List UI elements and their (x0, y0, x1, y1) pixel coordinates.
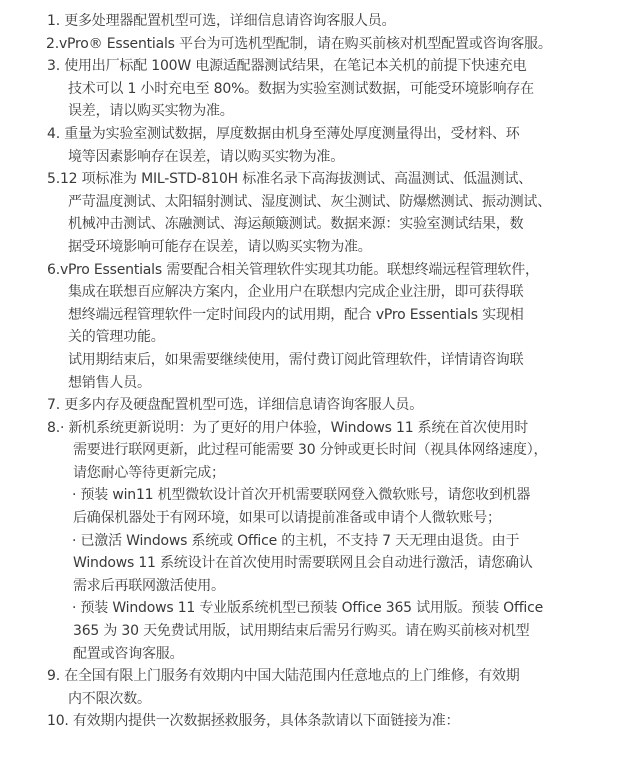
note-8-bullet-line: · 预装 Windows 11 专业版系统机型已预装 Office 365 试用版。预装 Office (72, 600, 544, 617)
note-9-line: 9. 在全国有限上门服务有效期内中国大陆范围内任意地点的上门维修，有效期 (47, 668, 520, 685)
note-8-bullet-continuation: 后确保机器处于有网环境，如果可以请提前准备或申请个人微软账号； (73, 510, 501, 527)
note-6-line: 6.vPro Essentials 需要配合相关管理软件实现其功能。联想终端远程管理软件， (47, 261, 539, 278)
note-8-bullet-line: · 预装 win11 机型微软设计首次开机需要联网登入微软账号，请您收到机器 (72, 487, 531, 504)
note-8-bullet-continuation: 需求后再联网激活使用。 (73, 577, 225, 594)
note-6-trial-line: 试用期结束后，如果需要继续使用，需付费订阅此管理软件，详情请咨询联 (68, 351, 524, 368)
note-6-continuation: 想终端远程管理软件一定时间段内的试用期，配合 vPro Essentials 实现相 (68, 306, 524, 323)
note-6-continuation: 关的管理功能。 (68, 329, 165, 346)
note-5-continuation: 机械冲击测试、冻融测试、海运颠簸测试。数据来源：实验室测试结果，数 (68, 216, 524, 233)
note-10-line: 10. 有效期内提供一次数据拯救服务，具体条款请以下面链接为准： (47, 713, 460, 730)
note-1-line: 1. 更多处理器配置机型可选，详细信息请咨询客服人员。 (47, 13, 396, 29)
note-8-continuation: 需要进行联网更新，此过程可能需要 30 分钟或更长时间（视具体网络速度）， (73, 442, 548, 459)
note-7-line: 7. 更多内存及硬盘配置机型可选，详细信息请咨询客服人员。 (47, 397, 424, 414)
note-5-continuation: 据受环境影响可能存在误差，请以购买实物为准。 (68, 238, 372, 255)
note-8-line: 8.· 新机系统更新说明：为了更好的用户体验，Windows 11 系统在首次使用时 (47, 419, 529, 436)
note-3-continuation: 技术可以 1 小时充电至 80%。数据为实验室测试数据，可能受环境影响存在 (68, 80, 534, 97)
note-2-line: 2.vPro® Essentials 平台为可选机型配制，请在购买前核对机型配置或咨询客服。 (46, 35, 552, 52)
note-9-continuation: 内不限次数。 (68, 690, 151, 707)
note-8-continuation: 请您耐心等待更新完成； (73, 464, 225, 481)
note-5-continuation: 严苛温度测试、太阳辐射测试、湿度测试、灰尘测试、防爆燃测试、振动测试、 (68, 193, 551, 210)
note-8-bullet-continuation: 365 为 30 天免费试用版，试用期结束后需另行购买。请在购买前核对机型 (73, 623, 530, 640)
note-5-line: 5.12 项标准为 MIL-STD-810H 标准名录下高海拔测试、高温测试、低温测试、 (47, 171, 533, 188)
note-6-continuation: 集成在联想百应解决方案内，企业用户在联想内完成企业注册，即可获得联 (68, 284, 524, 301)
note-8-bullet-line: · 已激活 Windows 系统或 Office 的主机，不支持 7 天无理由退货。由于 (72, 532, 520, 549)
note-3-line: 3. 使用出厂标配 100W 电源适配器测试结果，在笔记本关机的前提下快速充电 (47, 58, 527, 75)
note-8-bullet-continuation: Windows 11 系统设计在首次使用时需要联网且会自动进行激活，请您确认 (73, 555, 533, 572)
note-8-bullet-continuation: 配置或咨询客服。 (73, 645, 184, 662)
note-4-continuation: 境等因素影响存在误差，请以购买实物为准。 (68, 148, 344, 165)
note-4-line: 4. 重量为实验室测试数据，厚度数据由机身至薄处厚度测量得出，受材料、环 (47, 125, 520, 142)
note-6-trial-continuation: 想销售人员。 (68, 374, 151, 391)
note-3-continuation: 误差，请以购买实物为准。 (68, 103, 234, 120)
